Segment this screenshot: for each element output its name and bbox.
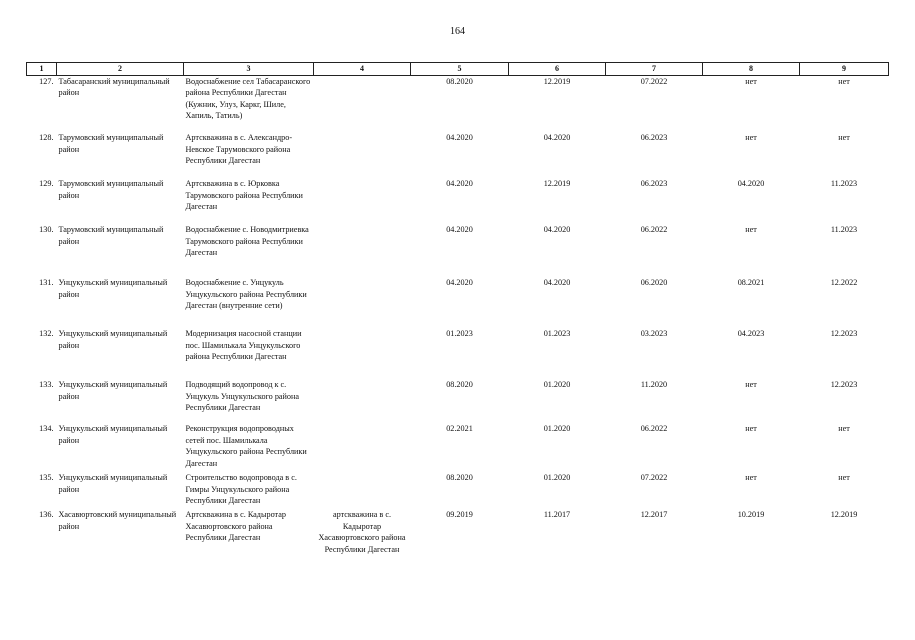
date-cell: 03.2023 <box>640 329 668 339</box>
column-header: 7 <box>606 63 703 76</box>
date-cell: 01.2020 <box>543 424 571 434</box>
table-row <box>27 178 889 224</box>
date-cell: 12.2022 <box>830 278 858 288</box>
row-number: 131. <box>39 278 54 288</box>
date-cell: нет <box>838 133 850 143</box>
row-number: 129. <box>39 179 54 189</box>
note-cell <box>314 224 411 277</box>
column-header: 6 <box>509 63 606 76</box>
date-cell: 11.2020 <box>640 380 668 390</box>
date-cell: 06.2023 <box>640 133 668 143</box>
note-cell <box>314 423 411 472</box>
date-cell: 02.2021 <box>446 424 473 434</box>
date-cell: нет <box>838 424 850 434</box>
object-cell: Реконструкция водопроводных сетей пос. Шамилькала Унцукульского района Республики Дагестан <box>185 424 307 468</box>
municipality-cell: Унцукульский муниципальный район <box>58 380 168 401</box>
object-cell: Строительство водопровода в с. Гимры Унцукульского района Республики Дагестан <box>185 473 297 506</box>
table-row <box>27 328 889 379</box>
table-row <box>27 379 889 423</box>
row-number: 136. <box>39 510 54 520</box>
date-cell: нет <box>745 76 757 86</box>
date-cell: нет <box>838 76 850 86</box>
date-cell: 12.2019 <box>543 179 571 189</box>
date-cell: нет <box>745 380 757 390</box>
date-cell: нет <box>745 473 757 483</box>
column-header: 4 <box>314 63 411 76</box>
date-cell: 06.2023 <box>640 179 668 189</box>
note-cell <box>314 472 411 509</box>
date-cell: 04.2020 <box>446 225 473 235</box>
date-cell: 04.2020 <box>446 278 473 288</box>
date-cell: 06.2022 <box>640 225 668 235</box>
table-row <box>27 75 889 132</box>
date-cell: 04.2020 <box>737 179 765 189</box>
note-cell <box>314 328 411 379</box>
date-cell: 04.2020 <box>446 133 473 143</box>
date-cell: 10.2019 <box>737 510 765 520</box>
date-cell: 06.2020 <box>640 278 668 288</box>
date-cell: 12.2019 <box>543 76 571 86</box>
date-cell: 01.2020 <box>543 473 571 483</box>
date-cell: 04.2020 <box>543 225 571 235</box>
row-number: 127. <box>39 76 54 86</box>
date-cell: 04.2020 <box>446 179 473 189</box>
date-cell: 08.2020 <box>446 380 473 390</box>
date-cell: 11.2023 <box>830 225 858 235</box>
object-cell: Артскважина в с. Юрковка Тарумовского района Республики Дагестан <box>185 179 303 212</box>
table-row <box>27 224 889 277</box>
page-number: 164 <box>450 26 465 37</box>
municipality-cell: Тарумовский муниципальный район <box>58 133 164 154</box>
date-cell: 12.2023 <box>830 380 858 390</box>
note-cell <box>314 132 411 178</box>
object-cell: Подводящий водопровод к с. Унцукуль Унцукульского района Республики Дагестан <box>185 380 300 413</box>
date-cell: 01.2023 <box>446 329 473 339</box>
date-cell: нет <box>745 424 757 434</box>
row-number: 135. <box>39 473 54 483</box>
municipality-cell: Табасаранский муниципальный район <box>58 76 170 98</box>
note-cell: артскважина в с. Кадыротар Хасавюртовского района Республики Дагестан <box>318 510 406 554</box>
date-cell: 08.2020 <box>446 76 473 86</box>
object-cell: Модернизация насосной станции пос. Шамилькала Унцукульского района Республики Дагестан <box>185 329 302 362</box>
date-cell: 12.2017 <box>640 510 668 520</box>
object-cell: Водоснабжение с. Унцукуль Унцукульского района Республики Дагестан (внутренние сети) <box>185 278 307 311</box>
construction-schedule-table <box>26 62 889 569</box>
table-row <box>27 277 889 328</box>
row-number: 134. <box>39 424 54 434</box>
municipality-cell: Тарумовский муниципальный район <box>58 225 164 246</box>
date-cell: 04.2020 <box>543 133 571 143</box>
note-cell <box>314 178 411 224</box>
row-number: 132. <box>39 329 54 339</box>
date-cell: 07.2022 <box>640 76 668 86</box>
date-cell: 01.2020 <box>543 380 571 390</box>
object-cell: Водоснабжение с. Новодмитриевка Тарумовского района Республики Дагестан <box>185 225 309 258</box>
date-cell: 09.2019 <box>446 510 473 520</box>
date-cell: 11.2017 <box>543 510 571 520</box>
column-header: 5 <box>411 63 509 76</box>
note-cell <box>314 277 411 328</box>
column-header: 3 <box>184 63 314 76</box>
date-cell: 08.2020 <box>446 473 473 483</box>
row-number: 133. <box>39 380 54 390</box>
date-cell: 11.2023 <box>830 179 858 189</box>
date-cell: 06.2022 <box>640 424 668 434</box>
date-cell: нет <box>745 225 757 235</box>
date-cell: 12.2019 <box>830 510 858 520</box>
date-cell: 12.2023 <box>830 329 858 339</box>
object-cell: Артскважина в с. Кадыротар Хасавюртовского района Республики Дагестан <box>185 510 286 543</box>
object-cell: Артскважина в с. Александро-Невское Тарумовского района Республики Дагестан <box>185 133 293 166</box>
row-number: 128. <box>39 133 54 143</box>
date-cell: нет <box>745 133 757 143</box>
date-cell: 07.2022 <box>640 473 668 483</box>
municipality-cell: Унцукульский муниципальный район <box>58 424 168 445</box>
date-cell: 04.2020 <box>543 278 571 288</box>
column-header: 9 <box>800 63 889 76</box>
municipality-cell: Унцукульский муниципальный район <box>58 473 168 494</box>
municipality-cell: Хасавюртовский муниципальный район <box>58 510 177 531</box>
table-row <box>27 132 889 178</box>
date-cell: 04.2023 <box>737 329 765 339</box>
table-header-row <box>27 63 889 76</box>
note-cell <box>314 75 411 132</box>
note-cell <box>314 379 411 423</box>
municipality-cell: Унцукульский муниципальный район <box>58 329 168 350</box>
column-header: 1 <box>27 63 57 76</box>
column-header: 8 <box>703 63 800 76</box>
table-row <box>27 472 889 509</box>
table-row <box>27 423 889 472</box>
table-row <box>27 509 889 569</box>
municipality-cell: Тарумовский муниципальный район <box>58 179 164 200</box>
column-header: 2 <box>57 63 184 76</box>
date-cell: 01.2023 <box>543 329 571 339</box>
row-number: 130. <box>39 225 54 235</box>
municipality-cell: Унцукульский муниципальный район <box>58 278 168 299</box>
date-cell: нет <box>838 473 850 483</box>
date-cell: 08.2021 <box>737 278 765 288</box>
object-cell: Водоснабжение сел Табасаранского района Республики Дагестан (Кужник, Улуз, Каркг, Шиле, Хапиль, Татиль) <box>185 76 311 121</box>
